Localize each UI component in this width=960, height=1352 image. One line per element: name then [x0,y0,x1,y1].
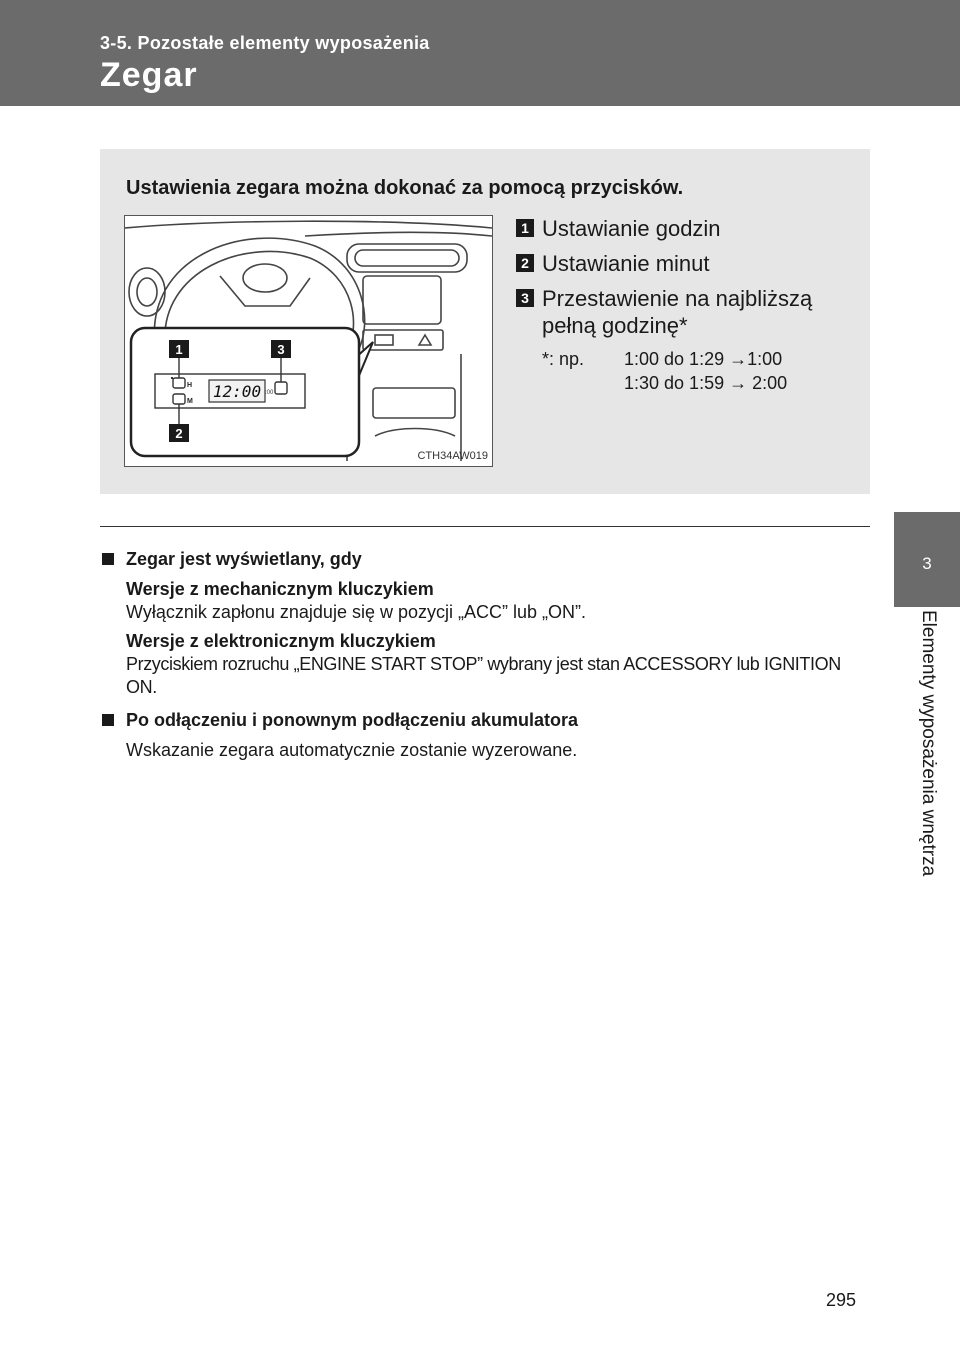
svg-text:1: 1 [175,342,183,357]
number-badge: 2 [516,254,534,272]
svg-text:3: 3 [277,342,285,357]
divider [100,526,870,527]
section-heading-text: Po odłączeniu i ponownym podłączeniu akumulatora [126,710,579,730]
chapter-label: Elementy wyposażenia wnętrza [918,610,939,877]
legend-item-2 [516,250,856,277]
paragraph: Wyłącznik zapłonu znajduje się w pozycji „ACC” lub „ON”. [126,602,586,622]
square-bullet-icon [102,553,114,565]
number-badge: 3 [516,289,534,307]
legend-text: Ustawianie minut [542,251,710,276]
footnote-row: 1:00 do 1:29 →1:00 [624,349,783,369]
legend-text: Przestawienie na najbliższą pełną godzinę* [542,286,813,338]
legend-item-3 [516,285,856,339]
section-title: 3-5. Pozostałe elementy wyposażenia [100,33,430,53]
chapter-number: 3 [922,554,932,573]
dashboard-drawing [125,216,492,466]
section-heading [100,546,870,572]
chapter-tab [894,512,960,607]
legend-text: Ustawianie godzin [542,216,721,241]
svg-text:2: 2 [175,426,183,441]
figure-code: CTH34AW019 [417,450,488,462]
square-bullet-icon [102,714,114,726]
legend [516,215,856,395]
section-heading [100,707,870,733]
subheading: Wersje z elektronicznym kluczykiem [126,631,436,651]
paragraph: Przyciskiem rozruchu „ENGINE START STOP” wybrany jest stan ACCESSORY lub IGNITION ON. [126,654,841,697]
h-label: H [187,382,193,389]
footnote [542,347,856,395]
panel-intro: Ustawienia zegara można dokonać za pomocą przycisków. [126,177,684,199]
section-heading-text: Zegar jest wyświetlany, gdy [126,549,362,569]
footnote-row: 1:30 do 1:59 → 2:00 [624,373,788,393]
m-label: M [187,398,193,405]
subheading: Wersje z mechanicznym kluczykiem [126,579,434,599]
legend-item-1 [516,215,856,242]
footnote-lead: *: np. [542,349,585,369]
info-panel [100,149,870,494]
number-badge: 1 [516,219,534,237]
round-label: :00 [265,390,274,396]
body-text [100,542,870,762]
clock-display: 12:00 [212,382,262,401]
chapter-label-area [894,610,960,940]
page-number: 295 [826,1290,857,1310]
page-title: Zegar [100,56,198,94]
page-header [0,0,960,106]
paragraph: Wskazanie zegara automatycznie zostanie wyzerowane. [126,740,578,760]
clock-illustration [124,215,493,467]
